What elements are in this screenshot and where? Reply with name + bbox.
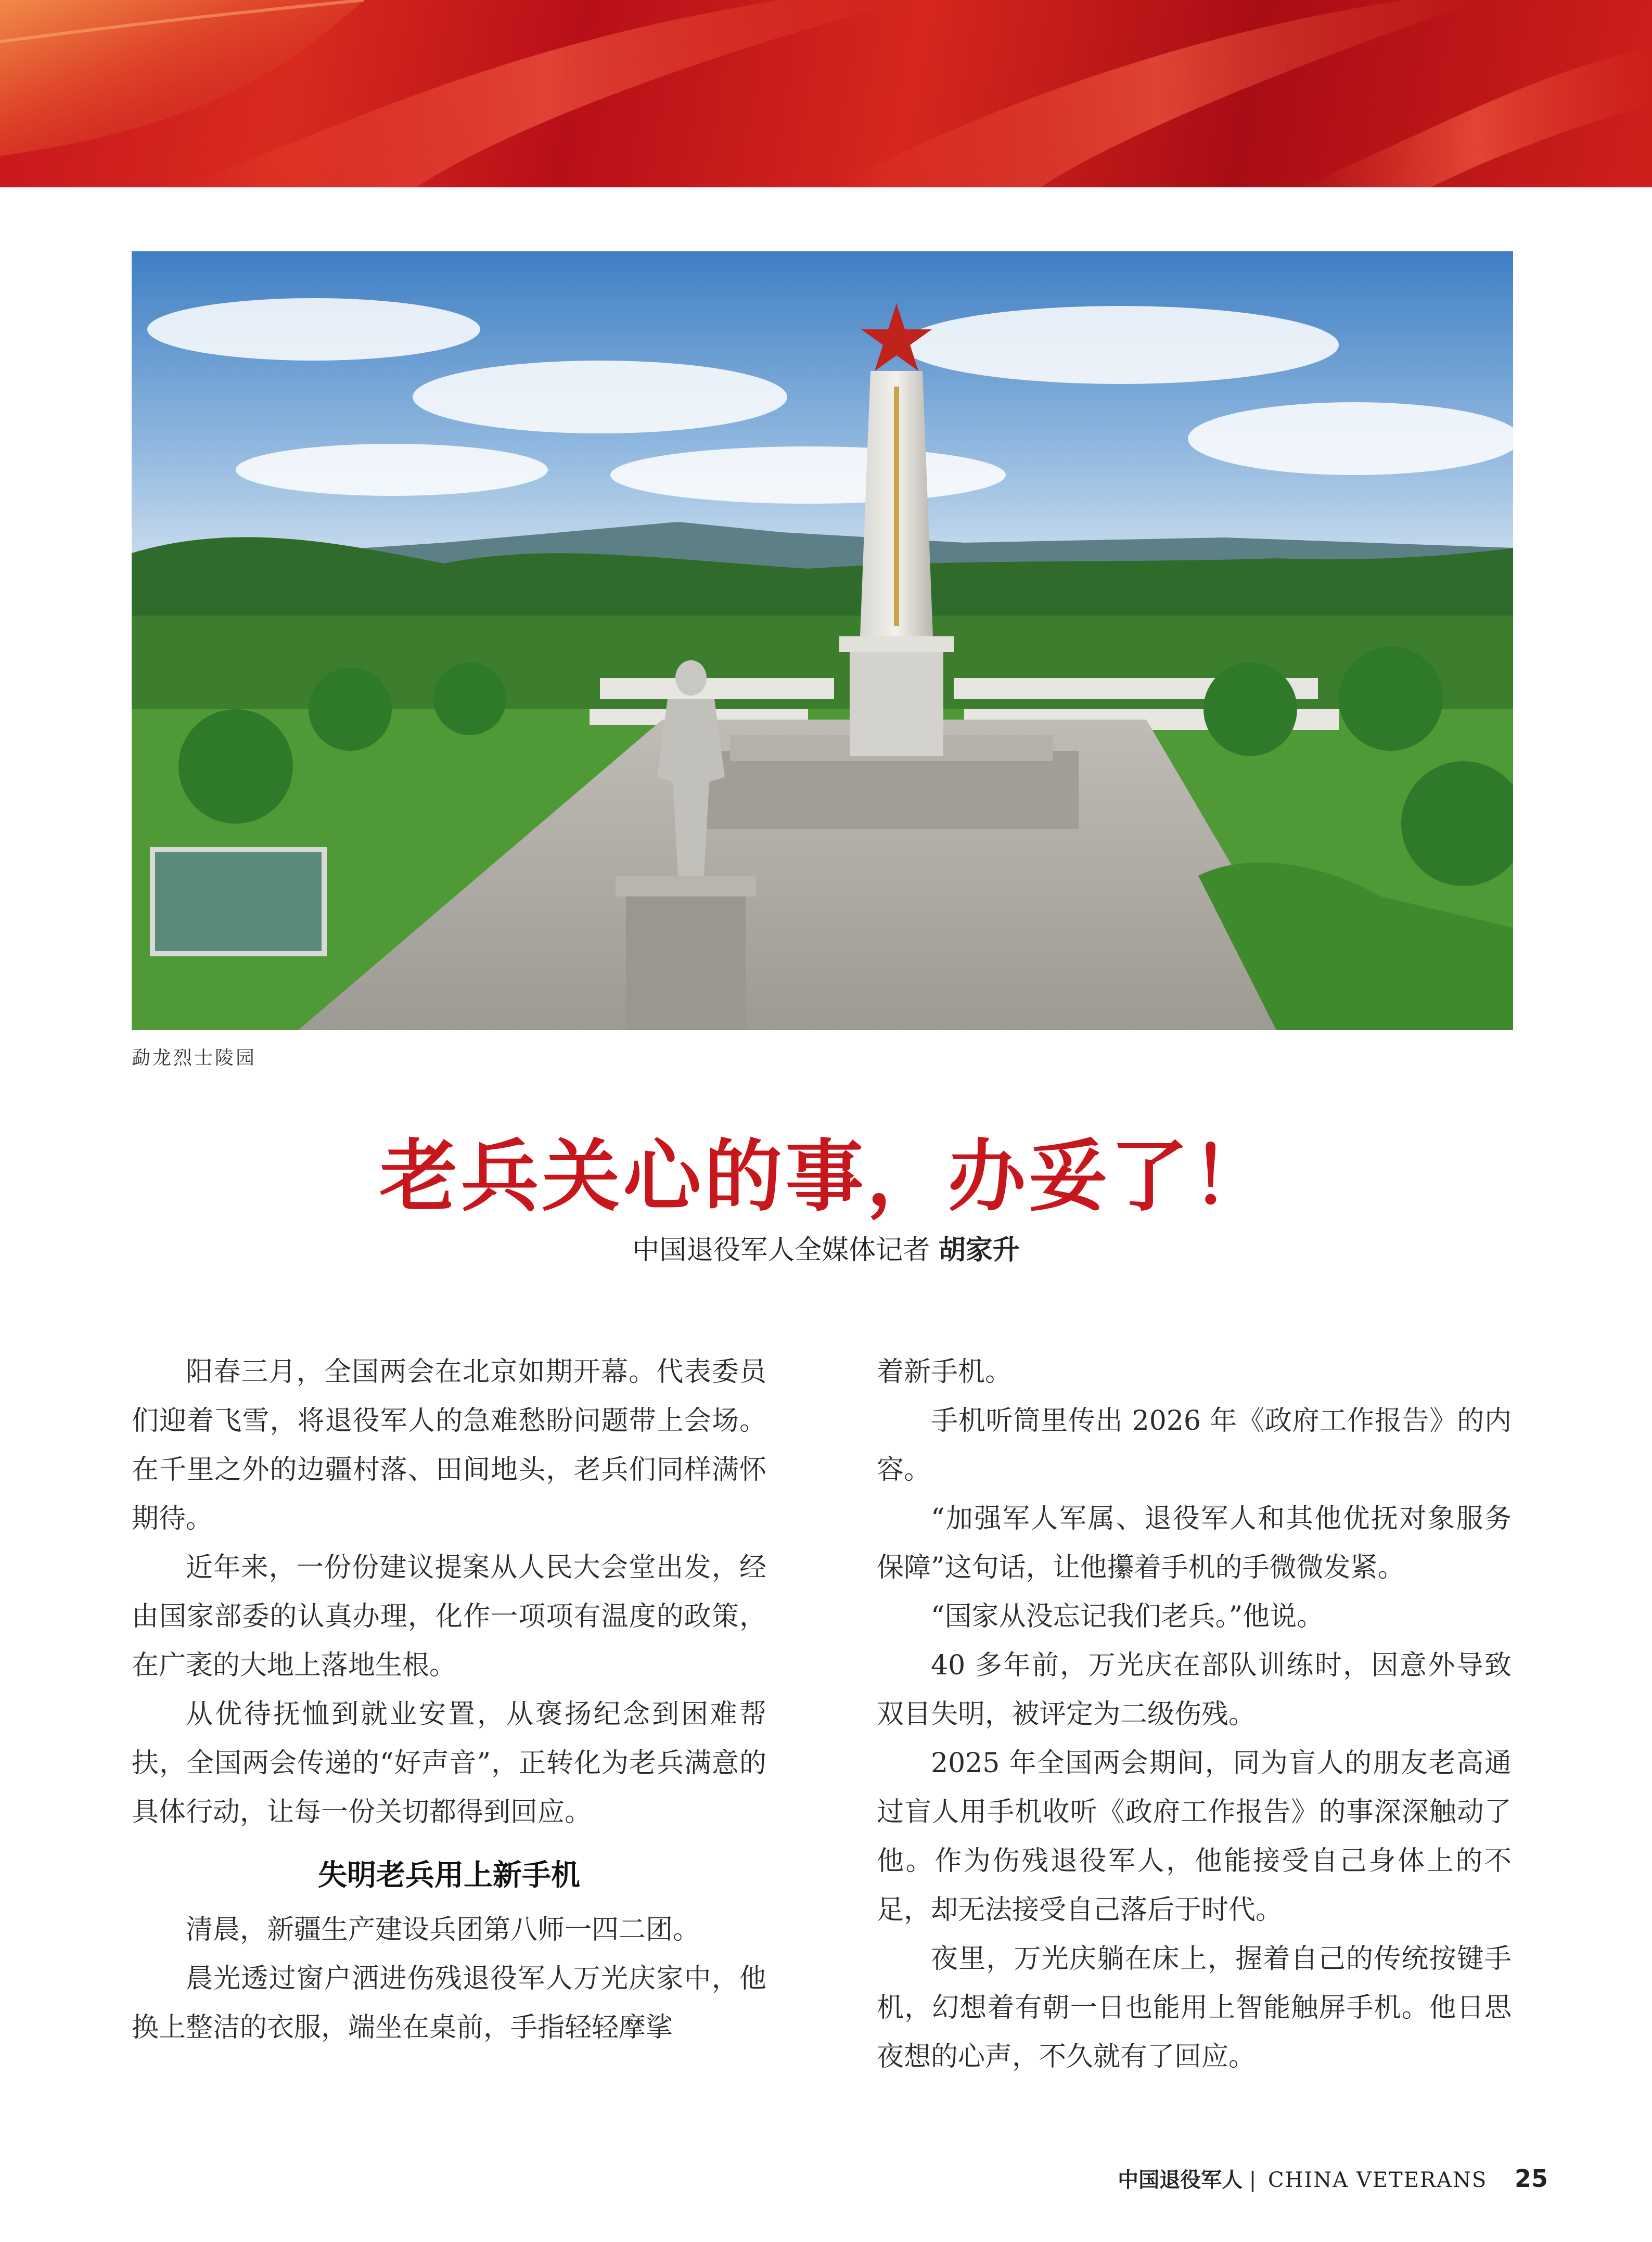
paragraph: 手机听筒里传出 2026 年《政府工作报告》的内容。 xyxy=(877,1405,1512,1485)
byline-prefix: 中国退役军人全媒体记者 xyxy=(632,1235,930,1266)
page-footer xyxy=(1118,2163,1548,2193)
paragraph: 2025 年全国两会期间，同为盲人的朋友老高通过盲人用手机收听《政府工作报告》的事深深触动了他。作为伤残退役军人，他能接受自己身体上的不足，却无法接受自己落后于时代。 xyxy=(877,1748,1512,1926)
paragraph: 清晨，新疆生产建设兵团第八师一四二团。 xyxy=(186,1914,700,1945)
paragraph: 近年来，一份份建议提案从人民大会堂出发，经由国家部委的认真办理，化作一项项有温度的政策，在广袤的大地上落地生根。 xyxy=(132,1552,766,1681)
magazine-name-en: CHINA VETERANS xyxy=(1268,2168,1488,2192)
paragraph: 40 多年前，万光庆在部队训练时，因意外导致双目失明，被评定为二级伤残。 xyxy=(877,1650,1512,1730)
magazine-name: 中国退役军人 xyxy=(1118,2168,1243,2192)
page-number: 25 xyxy=(1514,2164,1548,2193)
paragraph: 从优待抚恤到就业安置，从褒扬纪念到困难帮扶，全国两会传递的“好声音”，正转化为老兵满意的具体行动，让每一份关切都得到回应。 xyxy=(132,1699,766,1828)
silk-flag-decoration xyxy=(0,0,1652,187)
paragraph: “加强军人军属、退役军人和其他优抚对象服务保障”这句话，让他攥着手机的手微微发紧。 xyxy=(877,1503,1512,1583)
paragraph: 晨光透过窗户洒进伤残退役军人万光庆家中，他换上整洁的衣服，端坐在桌前，手指轻轻摩挲 xyxy=(132,1963,766,2043)
paragraph: 阳春三月，全国两会在北京如期开幕。代表委员们迎着飞雪，将退役军人的急难愁盼问题带上会场。在千里之外的边疆村落、田间地头，老兵们同样满怀期待。 xyxy=(132,1356,766,1534)
footer-separator: | xyxy=(1249,2168,1257,2192)
paragraph: 夜里，万光庆躺在床上，握着自己的传统按键手机，幻想着有朝一日也能用上智能触屏手机。他日思夜想的心声，不久就有了回应。 xyxy=(877,1943,1512,2072)
section-subheading: 失明老兵用上新手机 xyxy=(318,1859,580,1892)
paragraph: “国家从没忘记我们老兵。”他说。 xyxy=(931,1601,1324,1632)
cemetery-photo xyxy=(132,251,1513,1030)
header-banner xyxy=(0,0,1652,187)
byline-author: 胡家升 xyxy=(938,1235,1020,1266)
article-column-right xyxy=(877,1348,1512,2081)
article-title: 老兵关心的事，办妥了！ xyxy=(379,1131,1273,1222)
paragraph: 着新手机。 xyxy=(877,1356,1013,1388)
byline xyxy=(0,1228,1652,1267)
photo-caption: 勐龙烈士陵园 xyxy=(132,1047,257,1069)
article-column-left xyxy=(132,1348,766,2052)
